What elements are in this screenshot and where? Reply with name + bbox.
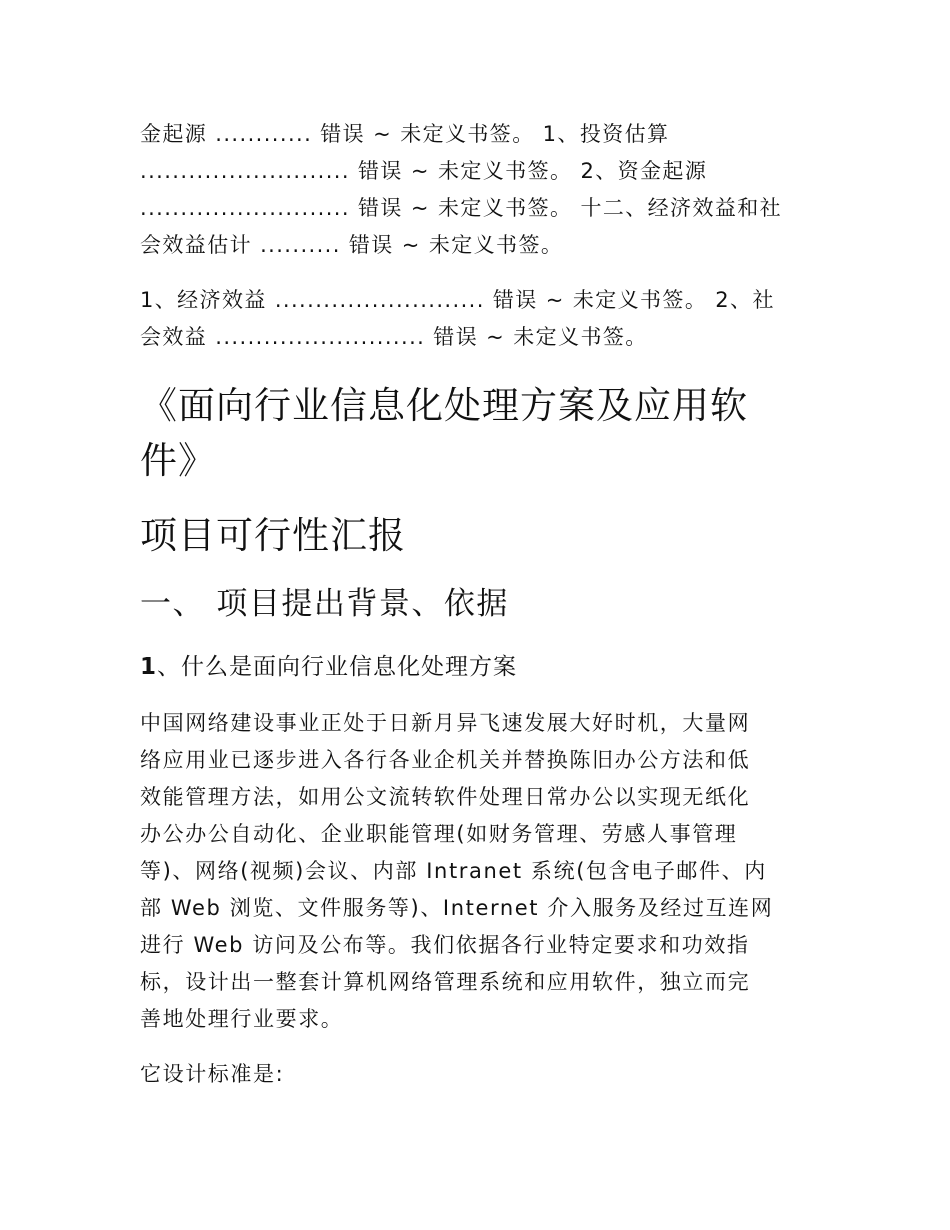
section-heading-1: 一、 项目提出背景、依据 [140,586,509,622]
toc-line: .......................... 错误 ~ 未定义书签。 十二、经济效益和社 [140,196,783,220]
body-line: 络应用业已逐步进入各行各业企机关并替换陈旧办公方法和低 [140,748,751,772]
toc-line: .......................... 错误 ~ 未定义书签。 2、资金起源 [140,159,708,183]
body-line: 善地处理行业要求。 [140,1007,344,1031]
body-line: 中国网络建设事业正处于日新月异飞速发展大好时机，大量网 [140,711,751,735]
document-subtitle: 项目可行性汇报 [140,514,406,557]
section-heading-1-1 [140,650,517,684]
body-line: 办公办公自动化、企业职能管理(如财务管理、劳感人事管理 [140,822,738,846]
section-number: 1 [140,654,158,680]
body-line: 标，设计出一整套计算机网络管理系统和应用软件，独立而完 [140,970,751,994]
document-title-line-1: 《面向行业信息化处理方案及应用软 [140,384,748,427]
body-line: 部 Web 浏览、文件服务等)、Internet 介入服务及经过互连网 [140,896,774,920]
section-heading-text: 、什么是面向行业信息化处理方案 [157,654,518,680]
document-title-line-2: 件》 [140,439,216,482]
body-line: 等)、网络(视频)会议、内部 Intranet 系统(包含电子邮件、内 [140,859,767,883]
toc-line: 会效益估计 .......... 错误 ~ 未定义书签。 [140,233,564,257]
toc-line: 金起源 ............ 错误 ~ 未定义书签。 1、投资估算 [140,122,670,146]
closing-line: 它设计标准是: [140,1062,285,1086]
toc-line: 会效益 .......................... 错误 ~ 未定义书签。 [140,325,648,349]
toc-line: 1、经济效益 .......................... 错误 ~ 未定义书签。 2、社 [140,288,775,312]
body-line: 效能管理方法，如用公文流转软件处理日常办公以实现无纸化 [140,785,751,809]
body-line: 进行 Web 访问及公布等。我们依据各行业特定要求和功效指 [140,933,750,957]
